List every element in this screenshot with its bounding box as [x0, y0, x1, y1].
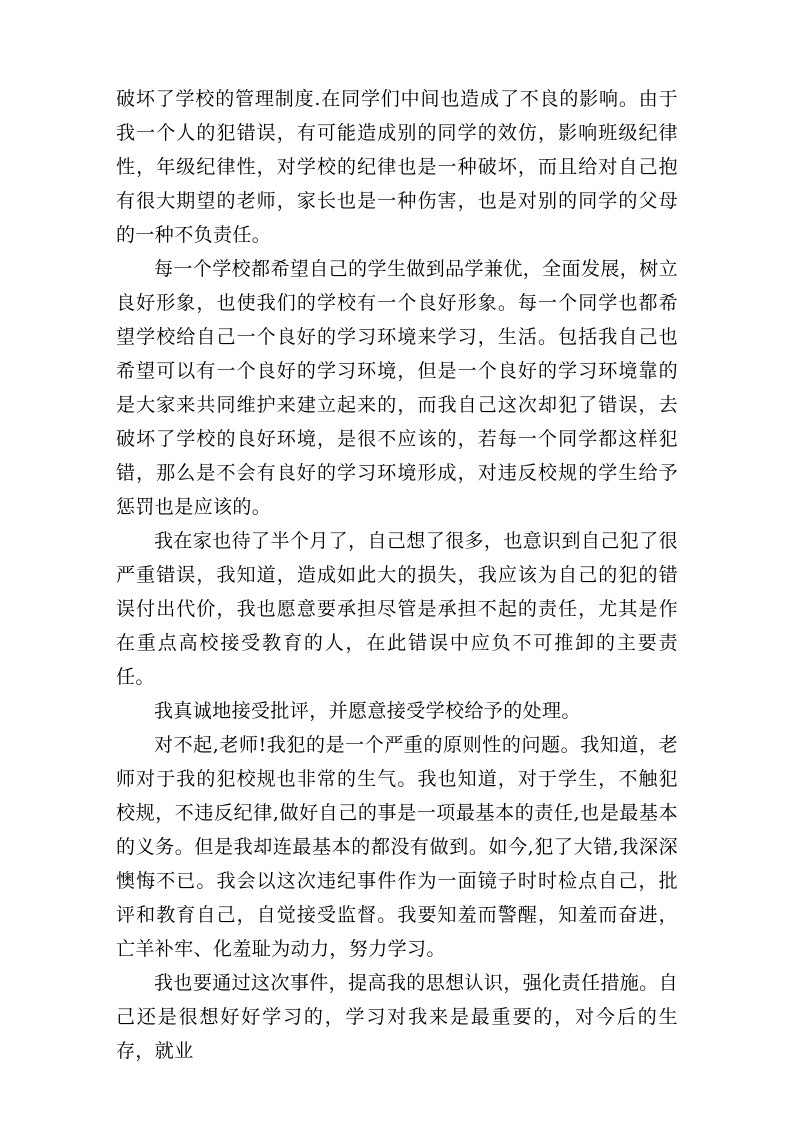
- document-page: [116, 82, 678, 1068]
- paragraph-3: 我在家也待了半个月了，自己想了很多，也意识到自己犯了很严重错误，我知道，造成如此大的损失，我应该为自己的犯的错误付出代价，我也愿意要承担尽管是承担不起的责任，尤其是作在重点高校接受教育的人，在此错误中应负不可推卸的主要责任。: [116, 530, 678, 688]
- paragraph-5: 对不起,老师!我犯的是一个严重的原则性的问题。我知道，老师对于我的犯校规也非常的生气。我也知道，对于学生，不触犯校规，不违反纪律,做好自己的事是一项最基本的责任,也是最基本的义务。但是我却连最基本的都没有做到。如今,犯了大错,我深深懊悔不已。我会以这次违纪事件作为一面镜子时时检点自己，批评和教育自己，自觉接受监督。我要知羞而警醒，知羞而奋进，亡羊补牢、化羞耻为动力，努力学习。: [116, 734, 678, 960]
- paragraph-6: 我也要通过这次事件，提高我的思想认识，强化责任措施。自己还是很想好好学习的，学习对我来是最重要的，对今后的生存，就业: [116, 972, 678, 1062]
- paragraph-4: 我真诚地接受批评，并愿意接受学校给予的处理。: [154, 700, 581, 722]
- paragraph-2: 每一个学校都希望自己的学生做到品学兼优，全面发展，树立良好形象，也使我们的学校有一个良好形象。每一个同学也都希望学校给自己一个良好的学习环境来学习，生活。包括我自己也希望可以有一个良好的学习环境，但是一个良好的学习环境靠的是大家来共同维护来建立起来的，而我自己这次却犯了错误，去破坏了学校的良好环境，是很不应该的，若每一个同学都这样犯错，那么是不会有良好的学习环境形成，对违反校规的学生给予惩罚也是应该的。: [116, 258, 678, 518]
- paragraph-1: 破坏了学校的管理制度.在同学们中间也造成了不良的影响。由于我一个人的犯错误，有可能造成别的同学的效仿，影响班级纪律性，年级纪律性，对学校的纪律也是一种破坏，而且给对自己抱有很大期望的老师，家长也是一种伤害，也是对别的同学的父母的一种不负责任。: [116, 88, 678, 246]
